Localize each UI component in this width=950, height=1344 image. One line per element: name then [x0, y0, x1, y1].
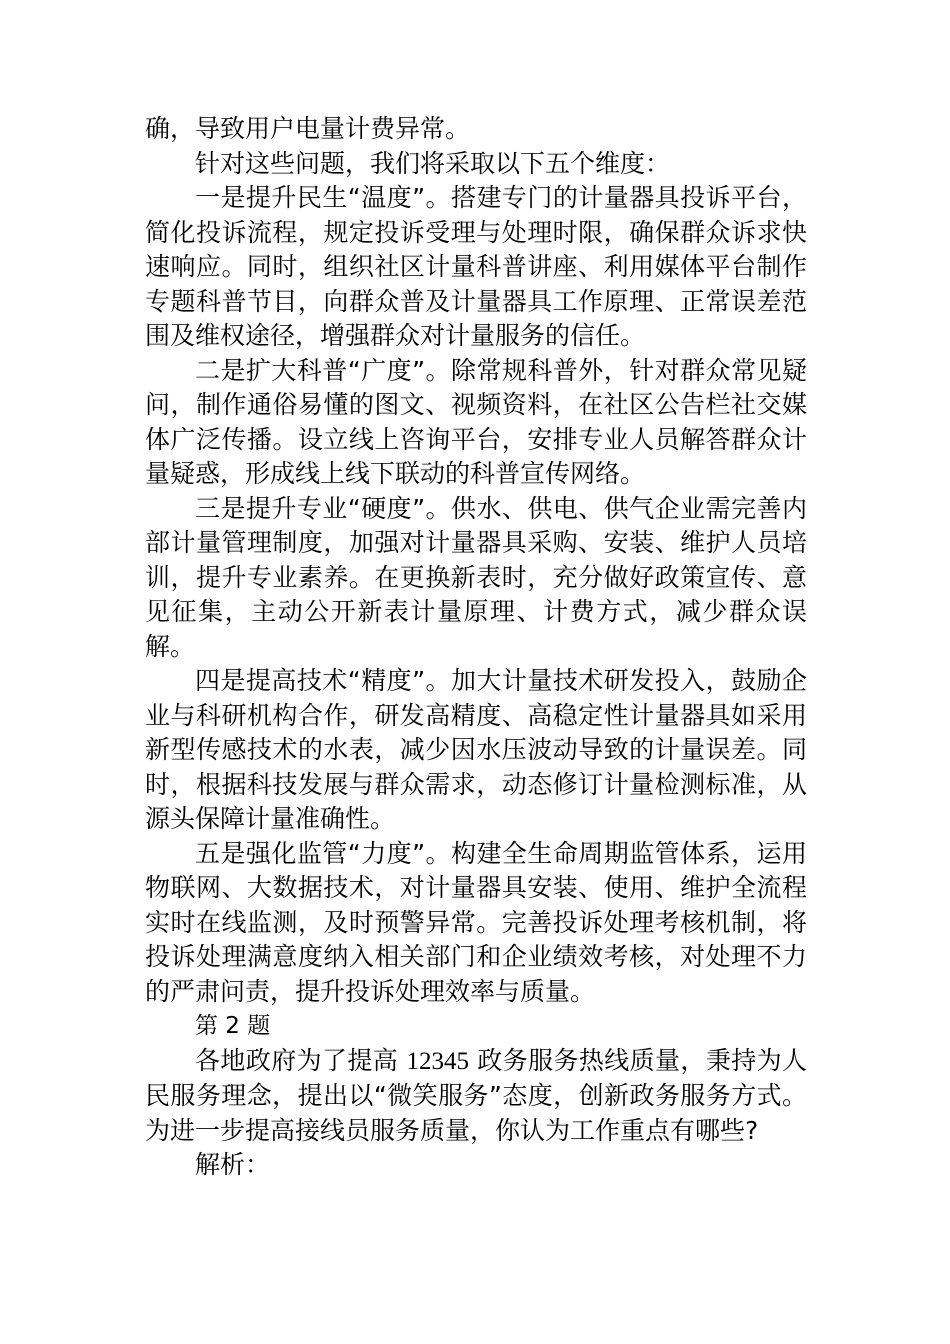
- question-text: [145, 1044, 807, 1149]
- paragraph-point-1: 一是提升民生“温度”。搭建专门的计量器具投诉平台，简化投诉流程，规定投诉受理与处理时限，确保群众诉求快速响应。同时，组织社区计量科普讲座、利用媒体平台制作专题科普节目，向群众普及计量器具工作原理、正常误差范围及维权途径，增强群众对计量服务的信任。: [145, 183, 807, 350]
- hotline-number: 12345: [406, 1047, 469, 1075]
- paragraph-point-4: 四是提高技术“精度”。加大计量技术研发投入，鼓励企业与科研机构合作，研发高精度、高稳定性计量器具如采用新型传感技术的水表，减少因水压波动导致的计量误差。同时，根据科技发展与群众需求，动态修订计量检测标准，从源头保障计量准确性。: [145, 666, 807, 833]
- question-heading: 第 2 题: [195, 1013, 271, 1039]
- question-text-before: 各地政府为了提高: [195, 1045, 407, 1075]
- analysis-label: 解析：: [195, 1150, 271, 1179]
- paragraph-continuation: 确，导致用户电量计费异常。: [145, 114, 471, 143]
- paragraph-point-2: 二是扩大科普“广度”。除常规科普外，针对群众常见疑问，制作通俗易懂的图文、视频资料，在社区公告栏社交媒体广泛传播。设立线上咨询平台，安排专业人员解答群众计量疑惑，形成线上线下联动的科普宣传网络。: [145, 355, 807, 488]
- paragraph-point-3: 三是提升专业“硬度”。供水、供电、供气企业需完善内部计量管理制度，加强对计量器具采购、安装、维护人员培训，提升专业素养。在更换新表时，充分做好政策宣传、意见征集，主动公开新表计量原理、计费方式，减少群众误解。: [145, 493, 807, 661]
- paragraph-point-5: 五是强化监管“力度”。构建全生命周期监管体系，运用物联网、大数据技术，对计量器具安装、使用、维护全流程实时在线监测，及时预警异常。完善投诉处理考核机制，将投诉处理满意度纳入相关部门和企业绩效考核，对处理不力的严肃问责，提升投诉处理效率与质量。: [145, 838, 807, 1006]
- question-text-after: 政务服务热线质量，秉持为人民服务理念，提出以“微笑服务”态度，创新政务服务方式。为进一步提高接线员服务质量，你认为工作重点有哪些?: [145, 1045, 807, 1145]
- paragraph-intro: 针对这些问题，我们将采取以下五个维度：: [195, 148, 671, 178]
- document-body: [145, 112, 807, 1183]
